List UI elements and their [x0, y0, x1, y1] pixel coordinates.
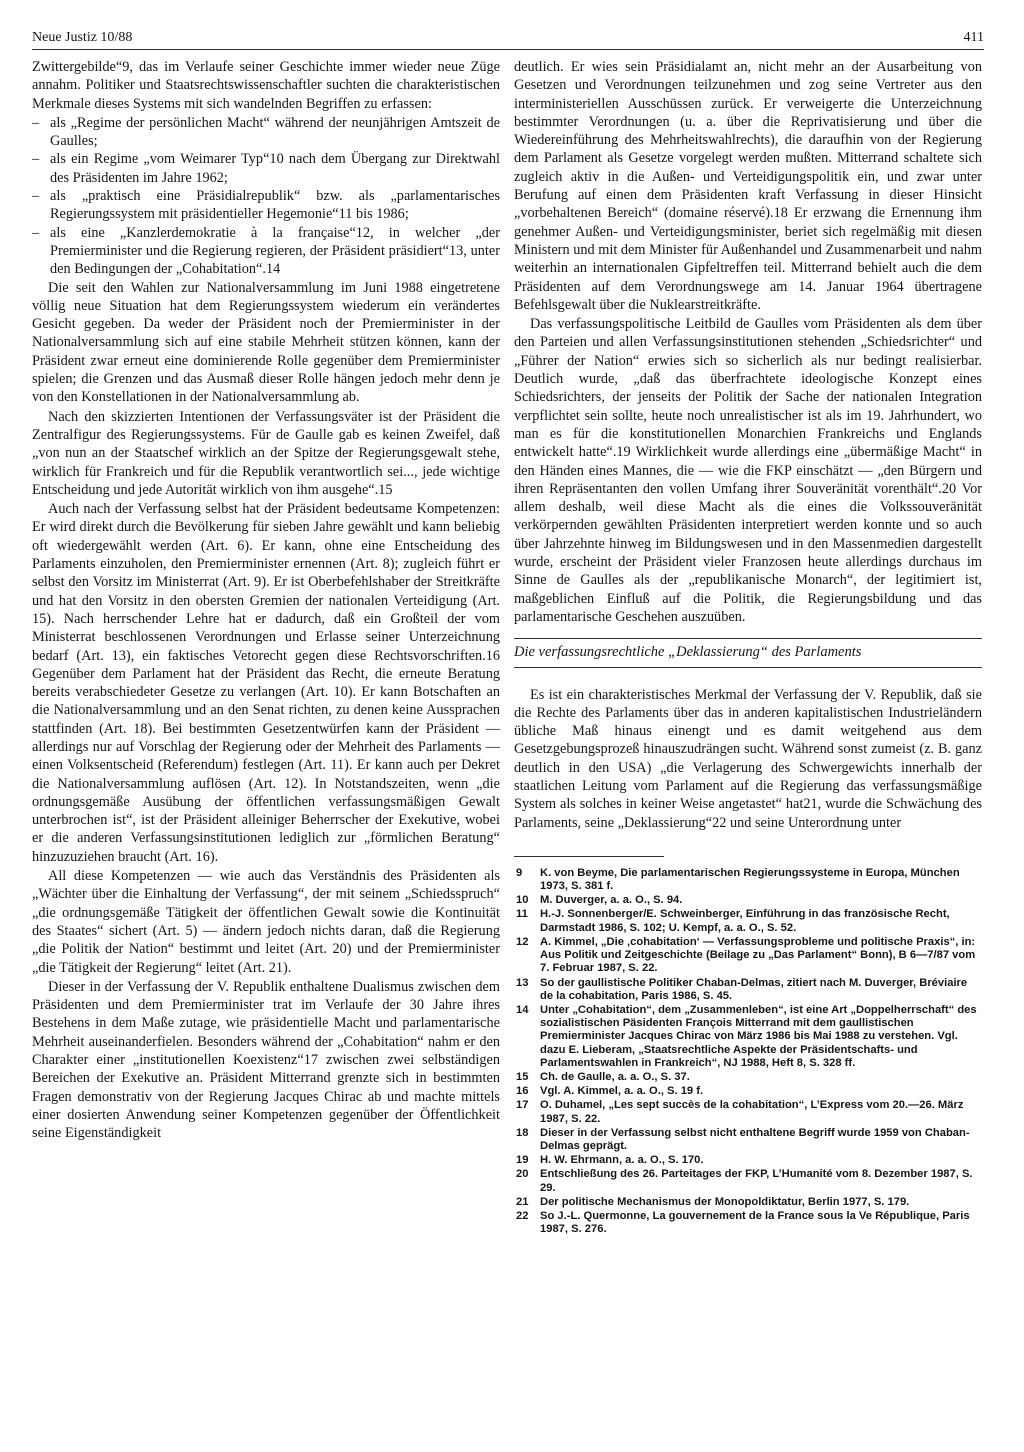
journal-issue: Neue Justiz 10/88: [32, 30, 133, 45]
paragraph: deutlich. Er wies sein Präsidialamt an, nicht mehr an der Ausarbeitung von Gesetzen und Verordnungen teilzunehmen und zog seine Vertreter aus den interministeriellen Ausschüssen zurück. Er verweigerte die Unterzeichnung bestimmter Verordnungen (u. a. über die Reprivatisierung und über die Wiedereinführung des Mehrheitswahlrechts), die daraufhin von der Regierung dem Parlament als Gesetze vorgelegt werden mußten. Mitterrand schaltete sich zugleich aktiv in die Außen- und Verteidigungspolitik ein, und zwar unter Berufung auf einen dem Präsidenten kraft Verfassung in dieser Hinsicht „vorbehaltenen Bereich“ (domaine réservé).18 Er erzwang die Ernennung ihm genehmer Außen- und Verteidigungsminister, beriet sich regelmäßig mit diesen Ministern und mit dem Minister für Außenhandel und Zusammenarbeit und nahm weiterhin an internationalen Gipfeltreffen teil. Mitterrand behielt auch die dem Präsidenten auf dem Verordnungswege am 14. Januar 1964 übertragene Befehlsgewalt über die Nuklearstreitkräfte.: [514, 59, 982, 313]
dash-marker: –: [32, 114, 40, 131]
footnote-text: So der gaullistische Politiker Chaban-Delmas, zitiert nach M. Duverger, Bréviaire de la cohabitation, Paris 1986, S. 45.: [540, 976, 968, 1002]
definition-list: [32, 114, 500, 279]
footnote-number: 19: [516, 1154, 529, 1167]
footnotes: [514, 867, 982, 1236]
footnote-number: 15: [516, 1070, 529, 1083]
dash-marker: –: [32, 224, 40, 241]
footnote: [514, 1099, 982, 1125]
footnote-text: Unter „Cohabitation“, dem „Zusammenleben“, ist eine Art „Doppelherrschaft“ des sozialistischen Päsidenten François Mitterrand mit dem gaullistischen Premierminister Jacques Chirac von März 1986 bis Mai 1988 zu verstehen. Vgl. dazu E. Lieberam, „Staatsrechtliche Aspekte der Präsidentschafts- und Parlamentswahlen in Frankreich“, NJ 1988, Heft 8, S. 328 ff.: [540, 1003, 977, 1069]
dash-marker: –: [32, 151, 40, 168]
footnote-number: 13: [516, 976, 529, 989]
footnote-text: H.-J. Sonnenberger/E. Schweinberger, Einführung in das französische Recht, Darmstadt 1986, S. 102; U. Kempf, a. a. O., S. 52.: [540, 908, 950, 934]
footnote: [514, 1004, 982, 1070]
list-item: [32, 224, 500, 279]
list-item-text: als „Regime der persönlichen Macht“ während der neunjährigen Amtszeit de Gaulles;: [50, 114, 500, 150]
footnote-text: M. Duverger, a. a. O., S. 94.: [540, 894, 683, 907]
list-item: [32, 187, 500, 224]
footnote: [514, 977, 982, 1003]
footnote: [514, 1127, 982, 1153]
list-item-text: als „praktisch eine Präsidialrepublik“ bzw. als „parlamentarisches Regierungssystem mit präsidentieller Hegemonie“11 bis 1986;: [50, 188, 500, 223]
footnote-text: Entschließung des 26. Parteitages der FKP, L’Humanité vom 8. Dezember 1987, S. 29.: [540, 1168, 973, 1194]
footnote-text: So J.-L. Quermonne, La gouvernement de la France sous la Ve République, Paris 1987, S. 276.: [540, 1209, 970, 1236]
footnote-text: O. Duhamel, „Les sept succès de la cohabitation“, L’Express vom 20.—26. März 1987, S. 22.: [540, 1099, 964, 1125]
footnote-number: 17: [516, 1099, 529, 1112]
page-number: 411: [963, 30, 984, 45]
right-column: [514, 58, 982, 1237]
list-item-text: als eine „Kanzlerdemokratie à la française“12, in welcher „der Premierminister und die Regierung regieren, der Präsident präsidiert“13, unter den Bedingungen der „Cohabitation“.14: [50, 224, 500, 278]
footnote: [514, 894, 982, 907]
footnote: [514, 1071, 982, 1084]
paragraph: Das verfassungspolitische Leitbild de Gaulles vom Präsidenten als dem über den Parteien und allen Verfassungsinstitutionen stehenden „Schiedsrichter“ und „Führer der Nation“ erwies sich so sicherlich als nur bedingt realisierbar. Deutlich wurde, „daß das überfrachtete ideologische Konzept eines Schiedsrichters, der jenseits der Politik der Sache der nationalen Integration verpflichtet sein sollte, heute noch unrealistischer ist als im 19. Jahrhundert, wo man es für die konstitutionellen Monarchien Frankreichs und Englands entwickelt hatte“.19 Wirklichkeit wurde allerdings eine „übermäßige Macht“ in den Händen eines Mannes, die — wie die FKP einschätzt — „den Bürgern und ihren Repräsentanten den vollen Umfang ihrer Souveränität vorenthält“.20 Vor allem deshalb, weil diese Macht als die eines die Volkssouveränität verkörpernden gewählten Präsidenten interpretiert werden konnte und so auch über Jahrzehnte hinweg im Bildungswesen und in den Massenmedien dargestellt wurde, erscheint der Präsident vieler Franzosen heute allerdings durchaus im Sinne de Gaulles als der „republikanische Monarch“, der legitimiert ist, maßgeblichen Einfluß auf die Politik, die Regierungsbildung und das parlamentarische Geschehen auszuüben.: [514, 316, 982, 625]
footnote-number: 18: [516, 1126, 529, 1139]
footnote-text: A. Kimmel, „Die ‚cohabitation‘ — Verfassungsprobleme und politische Praxis“, in: Aus Politik und Zeitgeschichte (Beilage zu „Das Parlament“ Bonn), B 6—7/87 vom 7. Februar 1987, S. 22.: [540, 935, 976, 975]
footnote-number: 20: [516, 1168, 529, 1181]
section-heading: Die verfassungsrechtliche „Deklassierung“ des Parlaments: [514, 638, 982, 667]
footnote: [514, 1168, 982, 1194]
footnote-number: 12: [516, 935, 529, 948]
footnote-number: 22: [516, 1209, 529, 1222]
footnote: [514, 1210, 982, 1236]
footnote: [514, 1154, 982, 1167]
list-item-text: als ein Regime „vom Weimarer Typ“10 nach dem Übergang zur Direktwahl des Präsidenten im Jahre 1962;: [50, 151, 500, 186]
paragraph: Nach den skizzierten Intentionen der Verfassungsväter ist der Präsident die Zentralfigur des Regierungssystems. Für de Gaulle gab es keinen Zweifel, daß „von nun an der Staatschef wirklich an der Spitze der Regierungsgewalt stehe, wirklich für Frankreich und für die Republik verantwortlich sei..., jede wichtige Entscheidung und jede Autorität wirklich von ihm ausgehe“.15: [32, 408, 500, 498]
footnote-text: H. W. Ehrmann, a. a. O., S. 170.: [540, 1154, 704, 1167]
left-column: [32, 58, 500, 1144]
list-item: [32, 150, 500, 187]
footnote-number: 11: [516, 908, 528, 921]
header-rule: [32, 49, 984, 50]
footnote: [514, 867, 982, 893]
paragraph: Die seit den Wahlen zur Nationalversammlung im Juni 1988 eingetretene völlig neue Situation hat dem Regierungssystem wiederum ein verändertes Gesicht gegeben. Da weder der Präsident noch der Premierminister in der Nationalversammlung sich auf eine stabile Mehrheit stützen können, kann der Präsident zwar erneut eine dominierende Rolle gegenüber dem Premierminister spielen; die Grenzen und das Ausmaß dieser Rolle hängen jedoch mehr denn je von den Konstellationen in der Nationalversammlung ab.: [32, 279, 500, 406]
dash-marker: –: [32, 188, 40, 205]
footnote-text: Vgl. A. Kimmel, a. a. O., S. 19 f.: [540, 1085, 704, 1098]
footnote: [514, 1196, 982, 1209]
footnote: [514, 908, 982, 934]
page-header: [32, 24, 984, 48]
paragraph: Es ist ein charakteristisches Merkmal der Verfassung der V. Republik, daß sie die Rechte des Parlaments über das in anderen kapitalistischen Industrieländern übliche Maß hinaus einengt und es damit weitgehend aus dem Gesetzgebungsprozeß hinauszudrängen sucht. Während sonst zumeist (z. B. ganz deutlich in den USA) „die Verlagerung des Schwergewichts innerhalb der staatlichen Leitung vom Parlament auf die Regierung das verfassungsmäßige System als solches in keiner Weise angetastet“ hat21, wurde die Schwächung des Parlaments, seine „Deklassierung“22 und seine Unterordnung unter: [514, 686, 982, 831]
footnote-text: Ch. de Gaulle, a. a. O., S. 37.: [540, 1070, 690, 1083]
footnote-number: 14: [516, 1003, 529, 1016]
footnote-text: K. von Beyme, Die parlamentarischen Regierungssysteme in Europa, München 1973, S. 381 f.: [540, 866, 960, 893]
paragraph: All diese Kompetenzen — wie auch das Verständnis des Präsidenten als „Wächter über die Einhaltung der Verfassung“, der mit seinem „Schiedsspruch“ „die ordnungsgemäße Tätigkeit der öffentlichen Gewalt sowie die Kontinuität des Staates“ sichert (Art. 5) — ändern jedoch nichts daran, daß die Regierung „die Politik der Nation“ bestimmt und leitet (Art. 20) und der Premierminister „die Tätigkeit der Regierung“ leitet (Art. 21).: [32, 868, 500, 976]
footnote: [514, 1085, 982, 1098]
footnote-number: 9: [516, 866, 523, 879]
footnote-text: Dieser in der Verfassung selbst nicht enthaltene Begriff wurde 1959 von Chaban-Delmas geprägt.: [540, 1126, 970, 1152]
footnote-rule: [514, 856, 664, 857]
footnote-number: 21: [516, 1195, 529, 1208]
paragraph: Dieser in der Verfassung der V. Republik enthaltene Dualismus zwischen dem Präsidenten und dem Premierminister trat im Verlaufe der 30 Jahre ihres Bestehens in dem Maße zutage, wie präsidentielle Macht und parlamentarische Mehrheit auseinanderfielen. Besonders während der „Cohabitation“ nahm er den Charakter einer „institutionellen Koexistenz“17 zwischen zwei selbständigen Bereichen der Exekutive an. Präsident Mitterrand grenzte sich in bestimmten Fragen demonstrativ von der Regierung Jacques Chirac ab und machte mittels einer dosierten Anwendung seiner Kompetenzen gegenüber der Öffentlichkeit seine Eigenständigkeit: [32, 978, 500, 1142]
footnote: [514, 936, 982, 976]
paragraph: Auch nach der Verfassung selbst hat der Präsident bedeutsame Kompetenzen: Er wird direkt durch die Bevölkerung für sieben Jahre gewählt und kann beliebig oft wiedergewählt werden (Art. 6). Er kann, ohne eine Entscheidung des Parlaments einzuholen, den Premierminister ernennen (Art. 8); zugleich führt er selbst den Vorsitz im Ministerrat (Art. 9). Er ist Oberbefehlshaber der Streitkräfte und hat den Vorsitz in den obersten Gremien der nationalen Verteidigung (Art. 15). Nach herrschender Lehre hat er dadurch, daß ein Großteil der vom Ministerrat beschlossenen Verordnungen und Erlasse seiner Unterzeichnung bedarf (Art. 13), ein faktisches Vetorecht gegen diese Rechtsvorschriften.16 Gegenüber dem Parlament hat der Präsident das Recht, die erneute Beratung bereits verabschiedeter Gesetze zu verlangen (Art. 10). Er kann Botschaften an die Nationalversammlung und an den Senat richten, zu denen keine Aussprachen stattfinden (Art. 18). Bei bestimmten Gesetzentwürfen kann der Präsident — allerdings nur auf Vorschlag der Regierung oder der Mehrheit des Parlaments — einen Volksentscheid (Referendum) festlegen (Art. 11). Er kann auch per Dekret die Nationalversammlung auflösen (Art. 12). In Notstandszeiten, wenn „die ordnungsgemäße Ausübung der öffentlichen verfassungsmäßigen Gewalt unterbrochen ist“, ist der Präsident alleiniger Beherrscher der Exekutive, wobei er die anderen Verfassungsinstitutionen lediglich zur „förmlichen Beratung“ hinzuzuziehen braucht (Art. 16).: [32, 501, 500, 865]
list-item: [32, 114, 500, 151]
paragraph: Zwittergebilde“9, das im Verlaufe seiner Geschichte immer wieder neue Züge annahm. Politiker und Staatsrechtswissenschaftler suchten die charakteristischen Merkmale dieses Systems mit sich wandelnden Begriffen zu erfassen:: [32, 59, 500, 112]
footnote-number: 10: [516, 894, 529, 907]
footnote-text: Der politische Mechanismus der Monopoldiktatur, Berlin 1977, S. 179.: [540, 1195, 910, 1208]
footnote-number: 16: [516, 1085, 529, 1098]
